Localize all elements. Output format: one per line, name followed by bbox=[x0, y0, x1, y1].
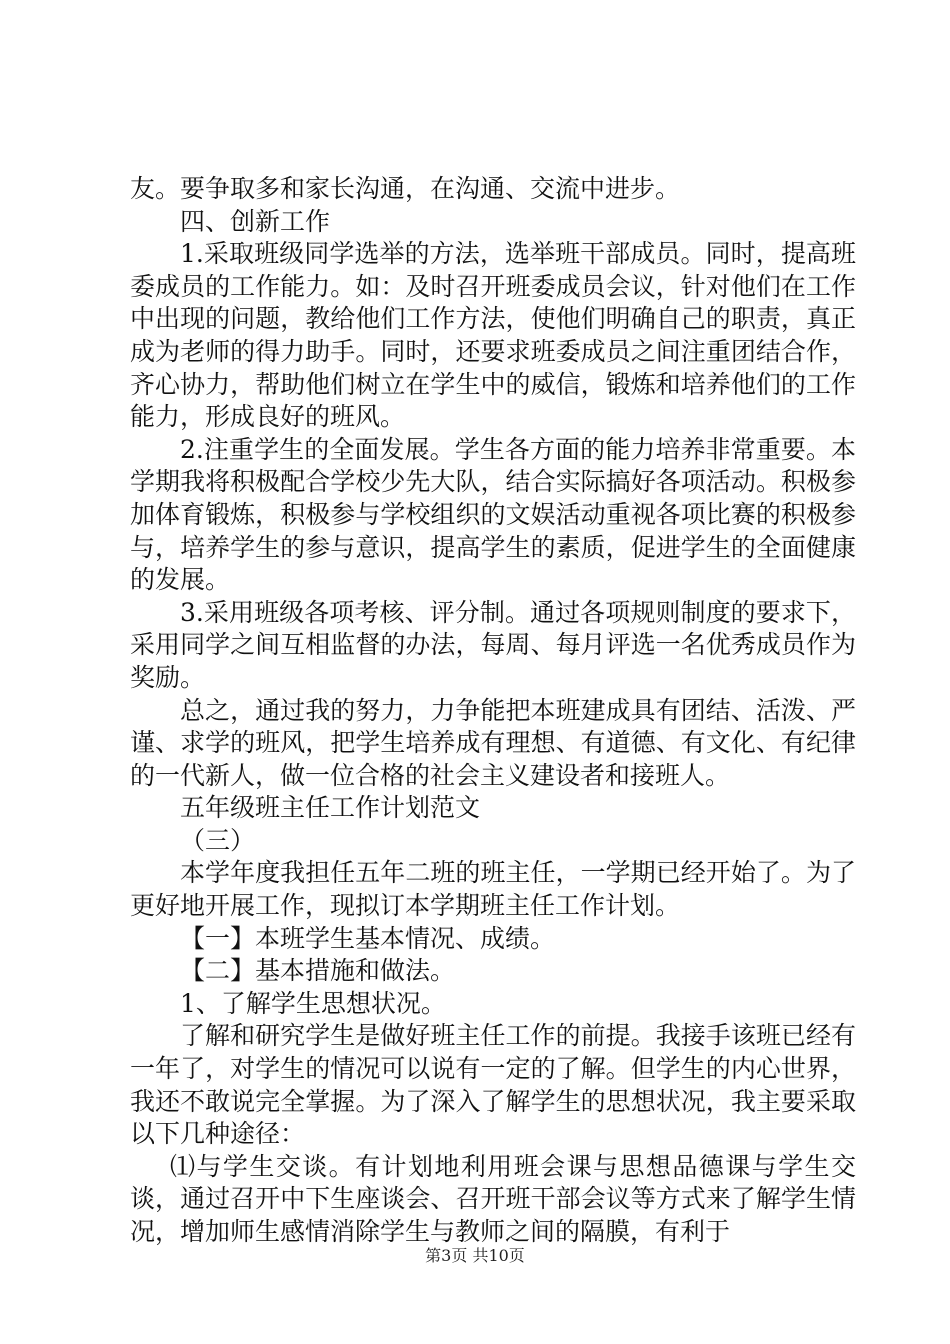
paragraph: 3.采用班级各项考核、评分制。通过各项规则制度的要求下，采用同学之间互相监督的办法，每周、每月评选一名优秀成员作为奖励。 bbox=[130, 597, 856, 692]
subheading: 【一】本班学生基本情况、成绩。 bbox=[180, 923, 556, 953]
paragraph: ⑴与学生交谈。有计划地利用班会课与思想品德课与学生交谈，通过召开中下生座谈会、召开班干部会议等方式来了解学生情况，增加师生感情消除学生与教师之间的隔膜，有利于 bbox=[130, 1151, 856, 1246]
paragraph: 本学年度我担任五年二班的班主任，一学期已经开始了。为了更好地开展工作，现拟订本学期班主任工作计划。 bbox=[130, 858, 856, 921]
section-heading: 四、创新工作 bbox=[180, 206, 331, 236]
subheading: 【二】基本措施和做法。 bbox=[180, 956, 456, 986]
section-title: 五年级班主任工作计划范文 bbox=[180, 793, 481, 823]
document-body bbox=[130, 173, 856, 1249]
paragraph: 2.注重学生的全面发展。学生各方面的能力培养非常重要。本学期我将积极配合学校少先大队，结合实际搞好各项活动。积极参加体育锻炼，积极参与学校组织的文娱活动重视各项比赛的积极参与，培养学生的参与意识，提高学生的素质，促进学生的全面健康的发展。 bbox=[130, 434, 856, 595]
paragraph: 友。要争取多和家长沟通，在沟通、交流中进步。 bbox=[130, 174, 681, 203]
paragraph: 总之，通过我的努力，力争能把本班建成具有团结、活泼、严谨、求学的班风，把学生培养成有理想、有道德、有文化、有纪律的一代新人，做一位合格的社会主义建设者和接班人。 bbox=[130, 695, 856, 790]
paragraph: 了解和研究学生是做好班主任工作的前提。我接手该班已经有一年了，对学生的情况可以说有一定的了解。但学生的内心世界，我还不敢说完全掌握。为了深入了解学生的思想状况，我主要采取以下几种途径： bbox=[130, 1021, 856, 1149]
paragraph: 1.采取班级同学选举的方法，选举班干部成员。同时，提高班委成员的工作能力。如：及时召开班委成员会议，针对他们在工作中出现的问题，教给他们工作方法，使他们明确自己的职责，真正成为老师的得力助手。同时，还要求班委成员之间注重团结合作，齐心协力，帮助他们树立在学生中的威信，锻炼和培养他们的工作能力，形成良好的班风。 bbox=[130, 239, 856, 432]
page-footer: 第3页 共10页 bbox=[425, 1246, 525, 1265]
subheading: 1、了解学生思想状况。 bbox=[180, 988, 446, 1018]
section-number: （三） bbox=[180, 825, 256, 855]
